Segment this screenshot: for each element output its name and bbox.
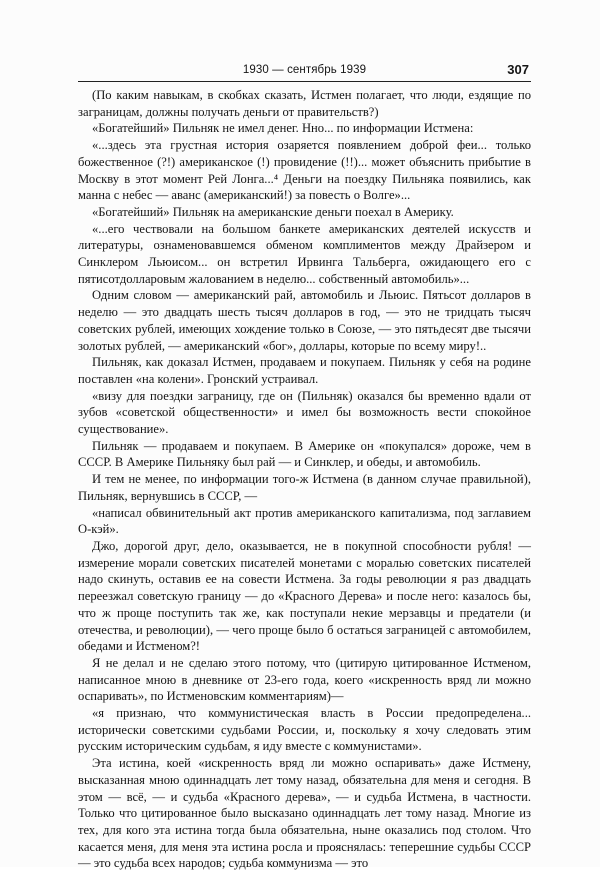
quotation: «...здесь эта грустная история озаряется появлением доброй феи... только божественное (?!) американское (!) провидение (!!)... может объяснить прибытие в Москву в этот момент Рей Лонга...⁴ Деньги на поездку Пильняка появились, как манна с небес — аванс (американский!) за повесть о Волге»... bbox=[78, 138, 531, 203]
quotation: «визу для поездки заграницу, где он (Пильняк) оказался бы временно вдали от зубов «советской общественности» и имел бы возможность вести спокойное существование». bbox=[78, 388, 531, 437]
paragraph: Эта истина, коей «искренность вряд ли можно оспаривать» даже Истмену, высказанная мною одиннадцать лет тому назад, обязательна для меня и сегодня. В этом — всё, — и судьба «Красного дерева», — и судьба Истмена, в частности. Только что цитированное было высказано одиннадцать лет тому назад. Многие из тех, для кого эта истина тогда была обязательна, ныне оказались под столом. Что касается меня, для меня эта истина росла и прояснялась: теперешние судьбы СССР — это судьба всех народов; судьба коммунизма — это bbox=[78, 756, 531, 871]
paragraph: Одним словом — американский рай, автомобиль и Льюис. Пятьсот долларов в неделю — это двадцать шесть тысяч долларов в год, — это не тридцать тысяч советских рублей, имеющих хождение только в Союзе, — это пятьдесят две тысячи золотых рублей, — американский «бог», доллары, которые по всему миру!.. bbox=[78, 288, 531, 353]
quotation: «написал обвинительный акт против американского капитализма, под заглавием О-кэй». bbox=[78, 505, 531, 537]
running-head-title: 1930 — сентябрь 1939 bbox=[242, 64, 367, 76]
page-number: 307 bbox=[507, 62, 529, 77]
paragraph: «Богатейший» Пильняк не имел денег. Нно... по информации Истмена: bbox=[92, 121, 474, 136]
quotation: «я признаю, что коммунистическая власть в России предопределена... исторически советскими судьбами России, и, поскольку я хочу следовать этим русским историческим судьбам, я иду вместе с коммунистами». bbox=[78, 706, 531, 754]
paragraph: «Богатейший» Пильняк на американские деньги поехал в Америку. bbox=[92, 204, 454, 219]
paragraph: (По каким навыкам, в скобках сказать, Истмен полагает, что люди, ездящие по заграницам, должны получать деньги от правительств?) bbox=[78, 88, 531, 119]
paragraph: И тем не менее, по информации того-ж Истмена (в данном случае правильной), Пильняк, вернувшись в СССР, — bbox=[78, 472, 531, 503]
paragraph: Джо, дорогой друг, дело, оказывается, не в покупной способности рубля! — измерение морали советских писателей монетами с моралью советских писателей надо скинуть, оставив ее на совести Истмена. За годы революции я раз двадцать переезжал советскую границу — до «Красного Дерева» и после него: казалось бы, что ж проще поступить так же, как поступали некие мерзавцы и предатели (и отечества, и революции), — чего проще было б остаться заграницей с автомобилем, обедами и Истменом?! bbox=[78, 538, 531, 654]
paragraph: Пильняк, как доказал Истмен, продаваем и покупаем. Пильняк у себя на родине поставлен «на колени». Гронский устраивал. bbox=[78, 355, 531, 386]
running-head bbox=[78, 61, 531, 82]
paragraph: Я не делал и не сделаю этого потому, что (цитирую цитированное Истменом, написанное мною в дневнике от 23-его года, коего «искренность вряд ли можно оспаривать», по Истменовским комментариям)— bbox=[78, 655, 531, 704]
quotation: «...его чествовали на большом банкете американских деятелей искусств и литературы, ознаменовавшемся обменом комплиментов между Драйзером и Синклером Льюисом... он встретил Ирвинга Тальберга, ожидающего его с пятисотдолларовым жалованием в неделю... собственный автомобиль»... bbox=[78, 221, 531, 286]
body-text bbox=[78, 87, 531, 872]
paragraph: Пильняк — продаваем и покупаем. В Америке он «покупался» дороже, чем в СССР. В Америке Пильняку был рай — и Синклер, и обеды, и автомобиль. bbox=[78, 438, 531, 470]
